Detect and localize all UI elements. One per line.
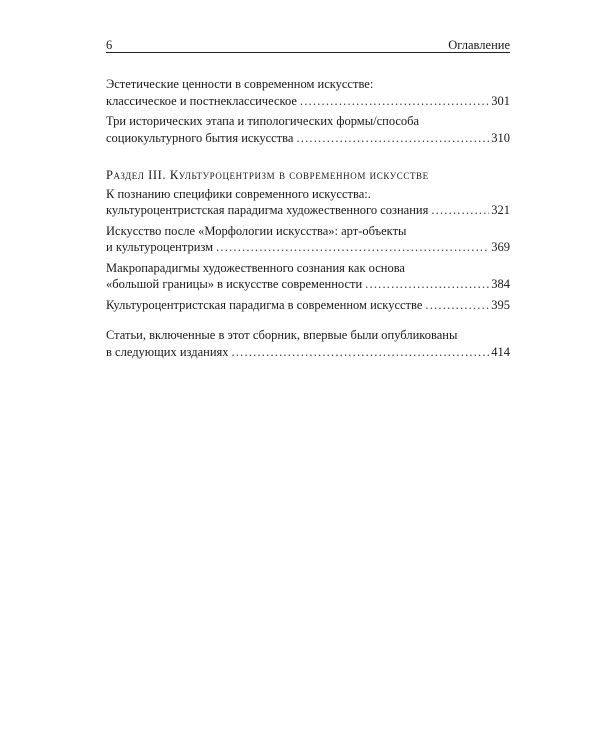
dot-leader: [296, 130, 489, 147]
section-heading: Раздел III. Культуроцентризм в современном искусстве: [106, 168, 429, 182]
toc-entry-text: «большой границы» в искусстве современности: [106, 277, 363, 291]
toc-page-number: 321: [491, 203, 510, 217]
toc-page-number: 310: [491, 130, 510, 145]
dot-leader: [431, 202, 489, 219]
toc-entry: [106, 186, 510, 219]
toc-entry-line: Статьи, включенные в этот сборник, впервые были опубликованы: [106, 328, 458, 342]
toc-page-number: 384: [491, 277, 510, 291]
table-of-contents: [106, 76, 510, 360]
toc-entry: [106, 76, 510, 109]
spacer: [106, 313, 510, 327]
toc-entry: [106, 260, 510, 293]
dot-leader: [365, 276, 489, 293]
toc-page-number: 395: [491, 297, 510, 312]
toc-entry: [106, 113, 510, 146]
toc-page-number: 369: [491, 240, 510, 254]
toc-entry-text: классическое и постнеклассическое: [106, 93, 297, 108]
toc-entry-line: Эстетические ценности в современном искусстве:: [106, 77, 374, 91]
toc-entry-line: Макропарадигмы художественного сознания как основа: [106, 260, 405, 275]
dot-leader: [425, 297, 489, 314]
dot-leader: [216, 239, 489, 256]
toc-entry-text: Культуроцентристская парадигма в современном искусстве: [106, 297, 423, 312]
toc-entry: [106, 223, 510, 256]
toc-entry-text: социокультурного бытия искусства: [106, 130, 294, 145]
toc-entry-line: Искусство после «Морфологии искусства»: арт-объекты: [106, 223, 407, 238]
toc-entry-last-line: [106, 202, 510, 219]
header-rule: [106, 52, 510, 53]
toc-entry: [106, 297, 510, 314]
toc-entry-text: в следующих изданиях: [106, 344, 229, 359]
toc-entry-line: Три исторических этапа и типологических формы/способа: [106, 114, 420, 128]
toc-entry-sources: [106, 327, 510, 360]
dot-leader: [300, 93, 489, 110]
toc-page-number: 414: [491, 344, 510, 359]
toc-entry-last-line: [106, 93, 510, 110]
running-head: [106, 34, 510, 52]
toc-entry-line: К познанию специфики современного искусства:.: [106, 186, 371, 201]
toc-entry-last-line: [106, 130, 510, 147]
page-number: 6: [106, 38, 113, 52]
running-title: Оглавление: [448, 38, 510, 52]
toc-entry-last-line: [106, 297, 510, 314]
toc-page-number: 301: [491, 93, 510, 108]
toc-entry-text: и культуроцентризм: [106, 240, 214, 254]
toc-entry-last-line: [106, 344, 510, 361]
toc-entry-text: культуроцентристская парадигма художественного сознания: [106, 203, 429, 217]
toc-entry-last-line: [106, 276, 510, 293]
dot-leader: [232, 344, 490, 361]
toc-entry-last-line: [106, 239, 510, 256]
